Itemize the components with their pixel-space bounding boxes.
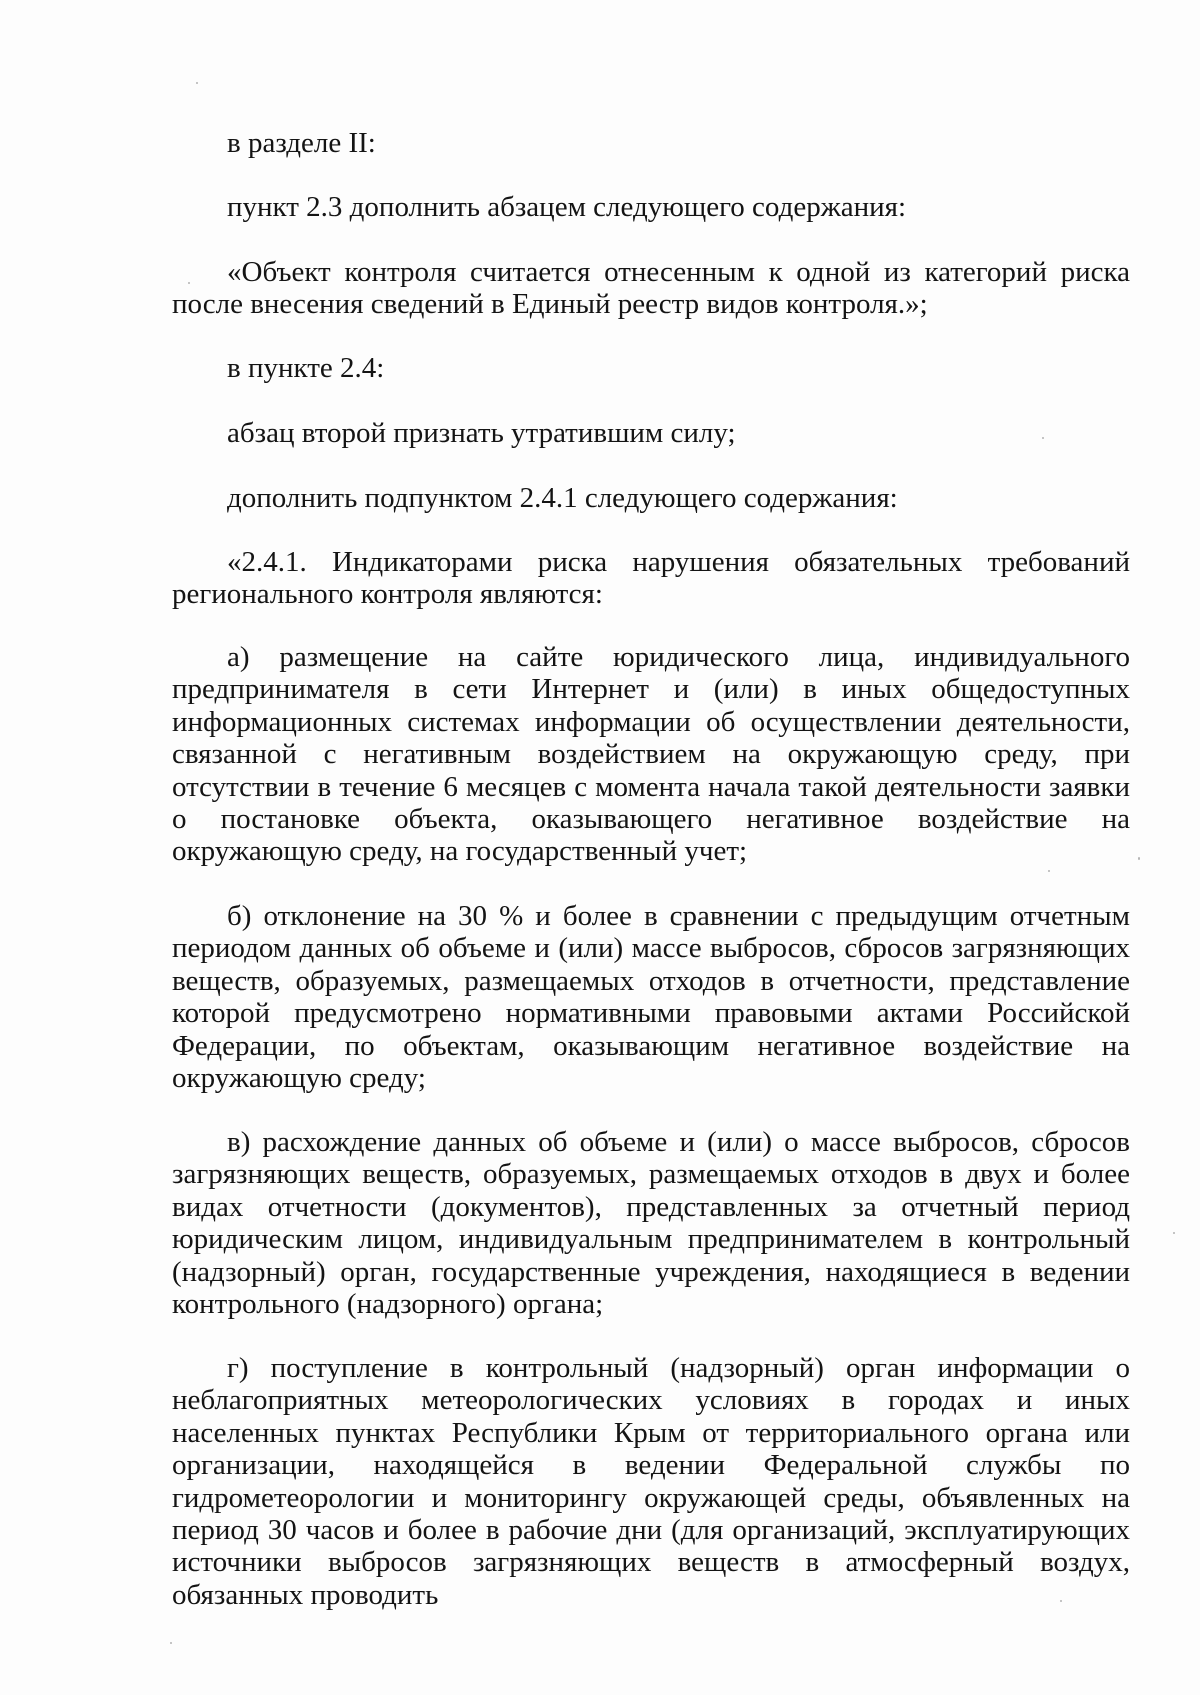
scan-speck — [1048, 870, 1050, 872]
paragraph-indicator-v: в) расхождение данных об объеме и (или) о массе выбросов, сбросов загрязняющих веществ, образуемых, размещаемых отходов в двух и более видах отчетности (документов), представленных за отчетный период юридическим лицом, индивидуальным предпринимателем в контрольный (надзорный) орган, государственные учреждения, находящиеся в ведении контрольного (надзорного) органа; — [172, 1126, 1130, 1321]
paragraph-add-subclause-2-4-1: дополнить подпунктом 2.4.1 следующего содержания: — [227, 482, 898, 514]
paragraph-indicator-a: а) размещение на сайте юридического лица, индивидуального предпринимателя в сети Интернет и (или) в иных общедоступных информационных системах информации об осуществлении деятельности, связанной с негативным воздействием на окружающую среду, при отсутствии в течение 6 месяцев с момента начала такой деятельности заявки о постановке объекта, оказывающего негативное воздействие на окружающую среду, на государственный учет; — [172, 641, 1130, 868]
paragraph-indicator-g: г) поступление в контрольный (надзорный) орган информации о неблагоприятных метеорологических условиях в городах и иных населенных пунктах Республики Крым от территориального органа или организации, находящейся в ведении Федеральной службы по гидрометеорологии и мониторингу окружающей среды, объявленных на период 30 часов и более в рабочие дни (для организаций, эксплуатирующих источники выбросов загрязняющих веществ в атмосферный воздух, обязанных проводить — [172, 1352, 1130, 1611]
scan-speck — [1138, 857, 1140, 860]
paragraph-risk-indicators-intro: «2.4.1. Индикаторами риска нарушения обязательных требований регионального контроля являются: — [172, 546, 1130, 611]
scan-speck — [1060, 1600, 1062, 1602]
scan-speck — [1042, 437, 1044, 439]
paragraph-indicator-b: б) отклонение на 30 % и более в сравнении с предыдущим отчетным периодом данных об объеме и (или) массе выбросов, сбросов загрязняющих веществ, образуемых, размещаемых отходов в отчетности, представление которой предусмотрено нормативными правовыми актами Российской Федерации, по объектам, оказывающим негативное воздействие на окружающую среду; — [172, 900, 1130, 1095]
scan-speck — [196, 82, 198, 84]
scan-speck — [170, 1642, 172, 1644]
paragraph-risk-category-quote: «Объект контроля считается отнесенным к одной из категорий риска после внесения сведений в Единый реестр видов контроля.»; — [172, 256, 1130, 321]
scan-speck — [1173, 1232, 1175, 1234]
scan-speck — [188, 282, 190, 284]
paragraph-clause-2-4: в пункте 2.4: — [227, 352, 385, 384]
paragraph-second-abzac-void: абзац второй признать утратившим силу; — [227, 417, 736, 449]
paragraph-clause-2-3: пункт 2.3 дополнить абзацем следующего содержания: — [227, 191, 907, 223]
paragraph-section-ii: в разделе II: — [227, 127, 376, 159]
